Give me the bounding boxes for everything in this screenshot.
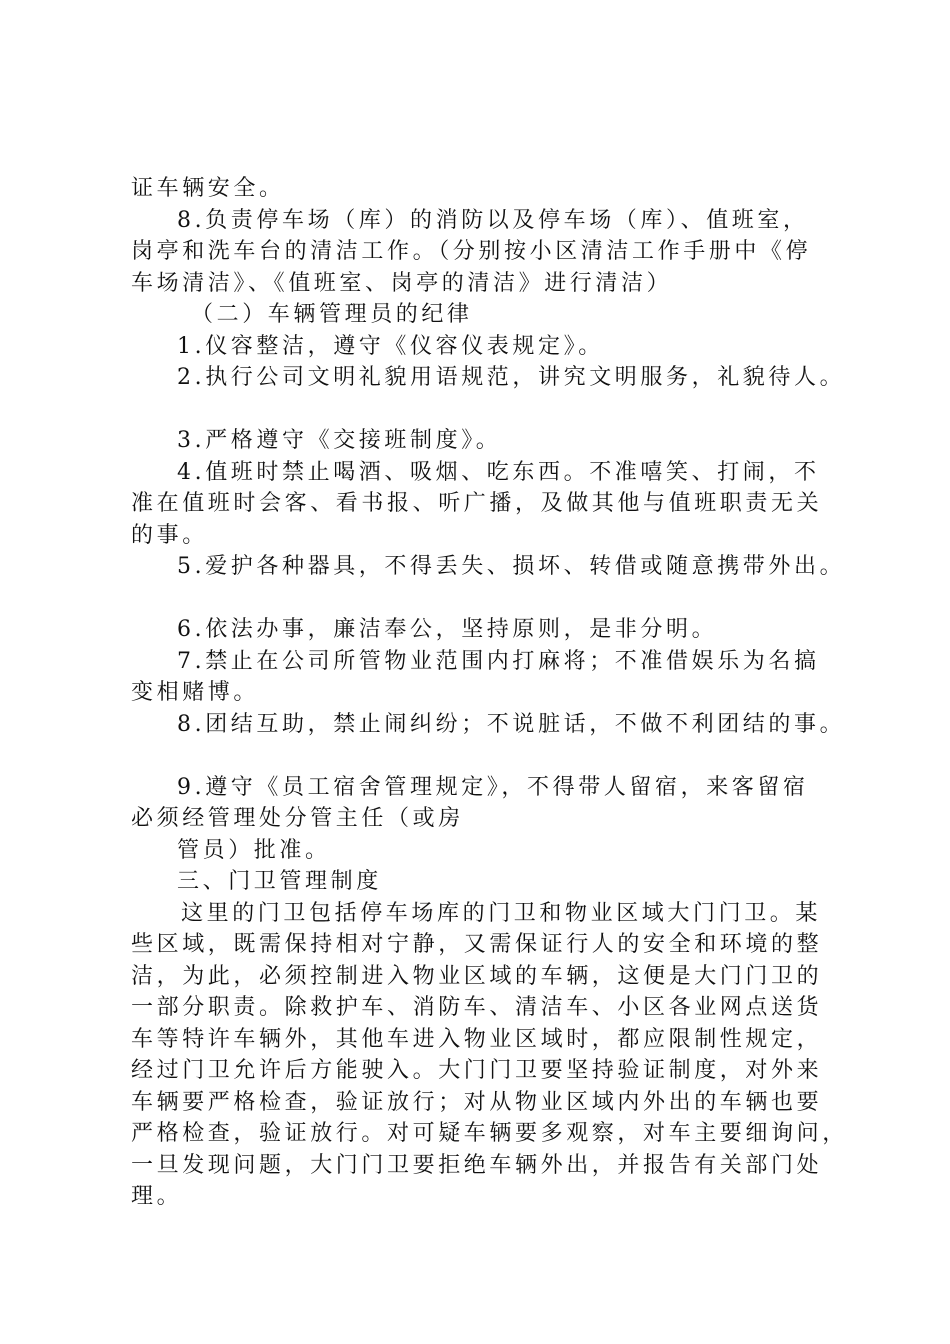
text-line: 车等特许车辆外，其他车进入物业区域时，都应限制性规定，: [131, 1026, 823, 1052]
text-line: 4.值班时禁止喝酒、吸烟、吃东西。不准嘻笑、打闹，不: [177, 459, 820, 485]
text-line: 车场清洁》、《值班室、岗亭的清洁》进行清洁）: [131, 270, 673, 296]
text-line: 经过门卫允许后方能驶入。大门门卫要坚持验证制度，对外来: [131, 1058, 823, 1083]
section-heading: （二）车辆管理员的纪律: [191, 302, 473, 327]
text-line: 岗亭和洗车台的清洁工作。（分别按小区清洁工作手册中《停: [131, 239, 812, 264]
blank-line: [131, 583, 836, 615]
text-line: 6.依法办事，廉洁奉公，坚持原则，是非分明。: [177, 617, 718, 642]
text-line: 1.仪容整洁，遵守《仪容仪表规定》。: [177, 333, 604, 359]
text-line: 准在值班时会客、看书报、听广播，及做其他与值班职责无关: [131, 491, 823, 516]
text-line: 车辆要严格检查，验证放行；对从物业区域内外出的车辆也要: [131, 1089, 823, 1115]
text-line: 理。: [131, 1184, 183, 1209]
text-line: 这里的门卫包括停车场库的门卫和物业区域大门门卫。某: [181, 900, 822, 926]
blank-line: [131, 394, 836, 426]
text-line: 管员）批准。: [177, 837, 331, 863]
text-line: 7.禁止在公司所管物业范围内打麻将；不准借娱乐为名搞: [177, 648, 820, 674]
section-heading: 三、门卫管理制度: [177, 869, 382, 894]
document-body: [131, 173, 848, 1213]
text-line: 9.遵守《员工宿舍管理规定》，不得带人留宿，来客留宿: [177, 774, 809, 800]
text-line: 洁，为此，必须控制进入物业区域的车辆，这便是大门门卫的: [131, 963, 823, 989]
blank-line: [131, 740, 836, 772]
text-line: 8.团结互助，禁止闹纠纷；不说脏话，不做不利团结的事。: [177, 711, 846, 737]
text-line: 3.严格遵守《交接班制度》。: [177, 428, 502, 453]
text-line: 变相赌博。: [131, 680, 260, 705]
text-line: 的事。: [131, 522, 208, 548]
text-line: 严格检查，验证放行。对可疑车辆要多观察，对车主要细询问，: [131, 1121, 848, 1146]
text-line: 证车辆安全。: [131, 176, 285, 201]
text-line: 些区域，既需保持相对宁静，又需保证行人的安全和环境的整: [131, 932, 823, 957]
text-line: 必须经管理处分管主任（或房: [131, 806, 464, 831]
text-line: 2.执行公司文明礼貌用语规范，讲究文明服务，礼貌待人。: [177, 365, 846, 390]
text-line: 5.爱护各种器具，不得丢失、损坏、转借或随意携带外出。: [177, 554, 846, 579]
text-line: 8.负责停车场（库）的消防以及停车场（库）、值班室，: [177, 207, 809, 233]
text-line: 一部分职责。除救护车、消防车、清洁车、小区各业网点送货: [131, 995, 823, 1020]
text-line: 一旦发现问题，大门门卫要拒绝车辆外出，并报告有关部门处: [131, 1152, 823, 1178]
